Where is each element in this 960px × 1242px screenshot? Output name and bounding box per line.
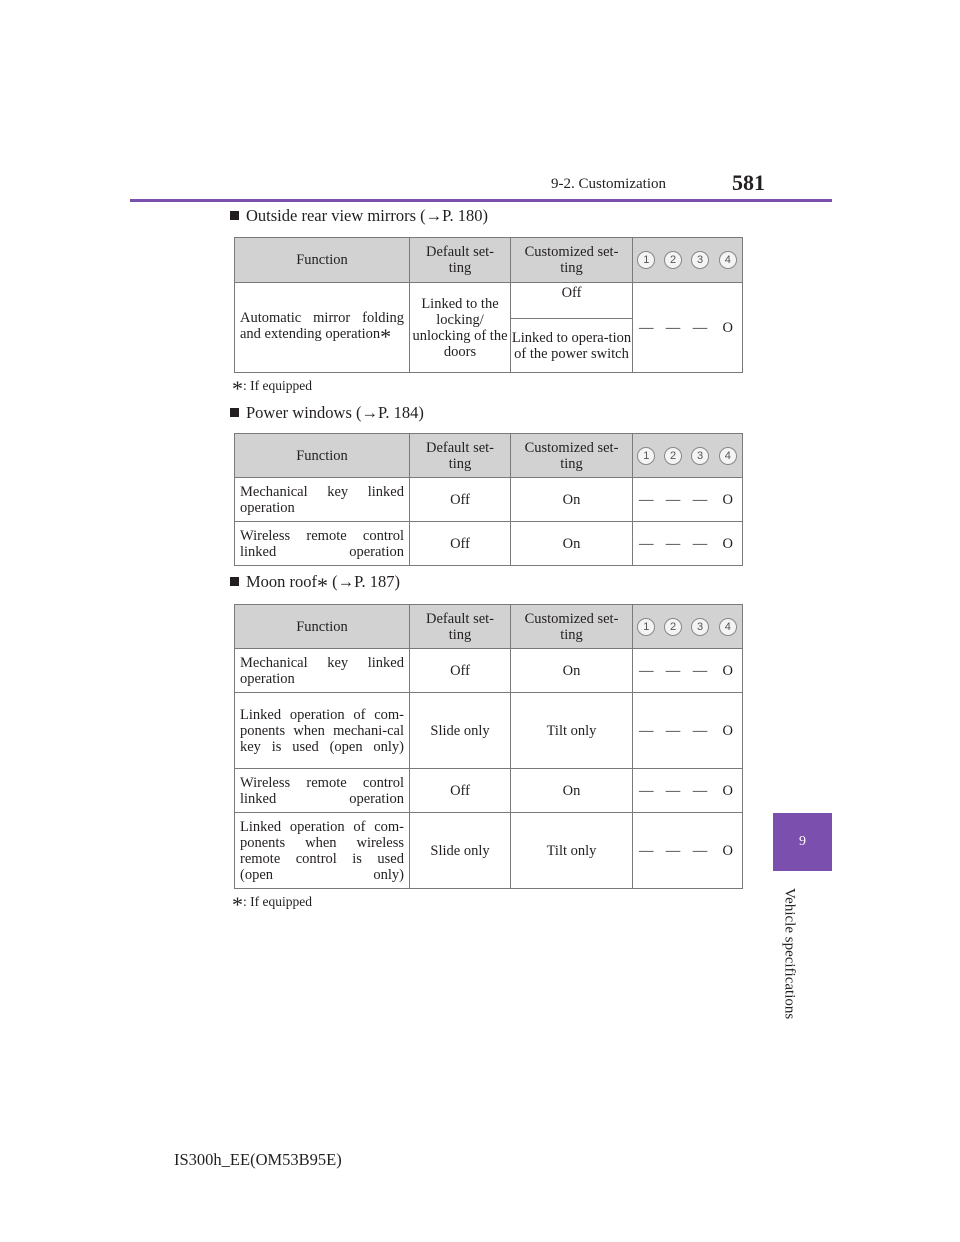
marker-3-icon: 3 xyxy=(691,618,709,636)
marker-2-icon: 2 xyxy=(664,251,682,269)
marker-1-icon: 1 xyxy=(637,447,655,465)
square-bullet-icon xyxy=(230,577,239,586)
arrow-right-icon: → xyxy=(337,572,355,591)
header-rule xyxy=(130,199,832,202)
chapter-number: 9 xyxy=(799,834,806,849)
model-code: IS300h_EE(OM53B95E) xyxy=(174,1150,342,1169)
table-row: Automatic mirror folding and extending operation* Linked to the locking/ unlocking of the doors Off — — — O xyxy=(235,283,743,319)
marker-3-icon: 3 xyxy=(691,251,709,269)
moonroof-footnote: *: If equipped xyxy=(232,892,312,917)
square-bullet-icon xyxy=(230,211,239,220)
marker-4-icon: 4 xyxy=(719,447,737,465)
section-title: 9-2. Customization xyxy=(551,176,666,192)
marker-4-icon: 4 xyxy=(719,618,737,636)
table-row: Wireless remote control linked operation Off On — — — O xyxy=(235,522,743,566)
col-function: Function xyxy=(235,238,410,283)
mirrors-heading: Outside rear view mirrors (→P. 180) xyxy=(230,206,488,226)
moonroof-table xyxy=(234,604,743,889)
option-cell: Off xyxy=(511,283,633,319)
moonroof-heading: Moon roof* (→P. 187) xyxy=(230,572,400,599)
marker-2-icon: 2 xyxy=(664,618,682,636)
table-row: Wireless remote control linked operation Off On — — — O xyxy=(235,769,743,813)
col-customized: Customized set- ting xyxy=(511,238,633,283)
chapter-label xyxy=(776,878,802,1030)
table-header-row xyxy=(235,238,743,283)
windows-table xyxy=(234,433,743,566)
mirrors-table xyxy=(234,237,743,373)
table-row: Mechanical key linked operation Off On — — — O xyxy=(235,478,743,522)
default-cell: Linked to the locking/ unlocking of the doors xyxy=(410,283,511,373)
arrow-right-icon: → xyxy=(425,206,443,225)
table-row: Linked operation of com-ponents when mechani-cal key is used (open only) Slide only Tilt only — — — O xyxy=(235,693,743,769)
page-number: 581 xyxy=(732,170,765,195)
mirrors-footnote: *: If equipped xyxy=(232,376,312,401)
option-cell: Linked to opera-tion of the power switch xyxy=(511,319,633,373)
marker-2-icon: 2 xyxy=(664,447,682,465)
marker-3-icon: 3 xyxy=(691,447,709,465)
square-bullet-icon xyxy=(230,408,239,417)
arrow-right-icon: → xyxy=(361,403,378,422)
col-default: Default set- ting xyxy=(410,238,511,283)
table-row: Linked operation of com-ponents when wireless remote control is used (open only) Slide only Tilt only — — — O xyxy=(235,813,743,889)
marker-1-icon: 1 xyxy=(637,618,655,636)
table-row: Mechanical key linked operation Off On — — — O xyxy=(235,649,743,693)
table-header-row: Function Default set- ting Customized set- ting 1 2 3 4 xyxy=(235,434,743,478)
windows-heading: Power windows (→P. 184) xyxy=(230,403,424,423)
function-cell: Automatic mirror folding and extending operation* xyxy=(235,283,410,373)
marker-1-icon: 1 xyxy=(637,251,655,269)
table-header-row: Function Default set- ting Customized set- ting 1 2 3 4 xyxy=(235,605,743,649)
chapter-title: Vehicle specifications xyxy=(781,888,798,1020)
marker-4-icon: 4 xyxy=(719,251,737,269)
chapter-tab[interactable] xyxy=(773,813,832,871)
